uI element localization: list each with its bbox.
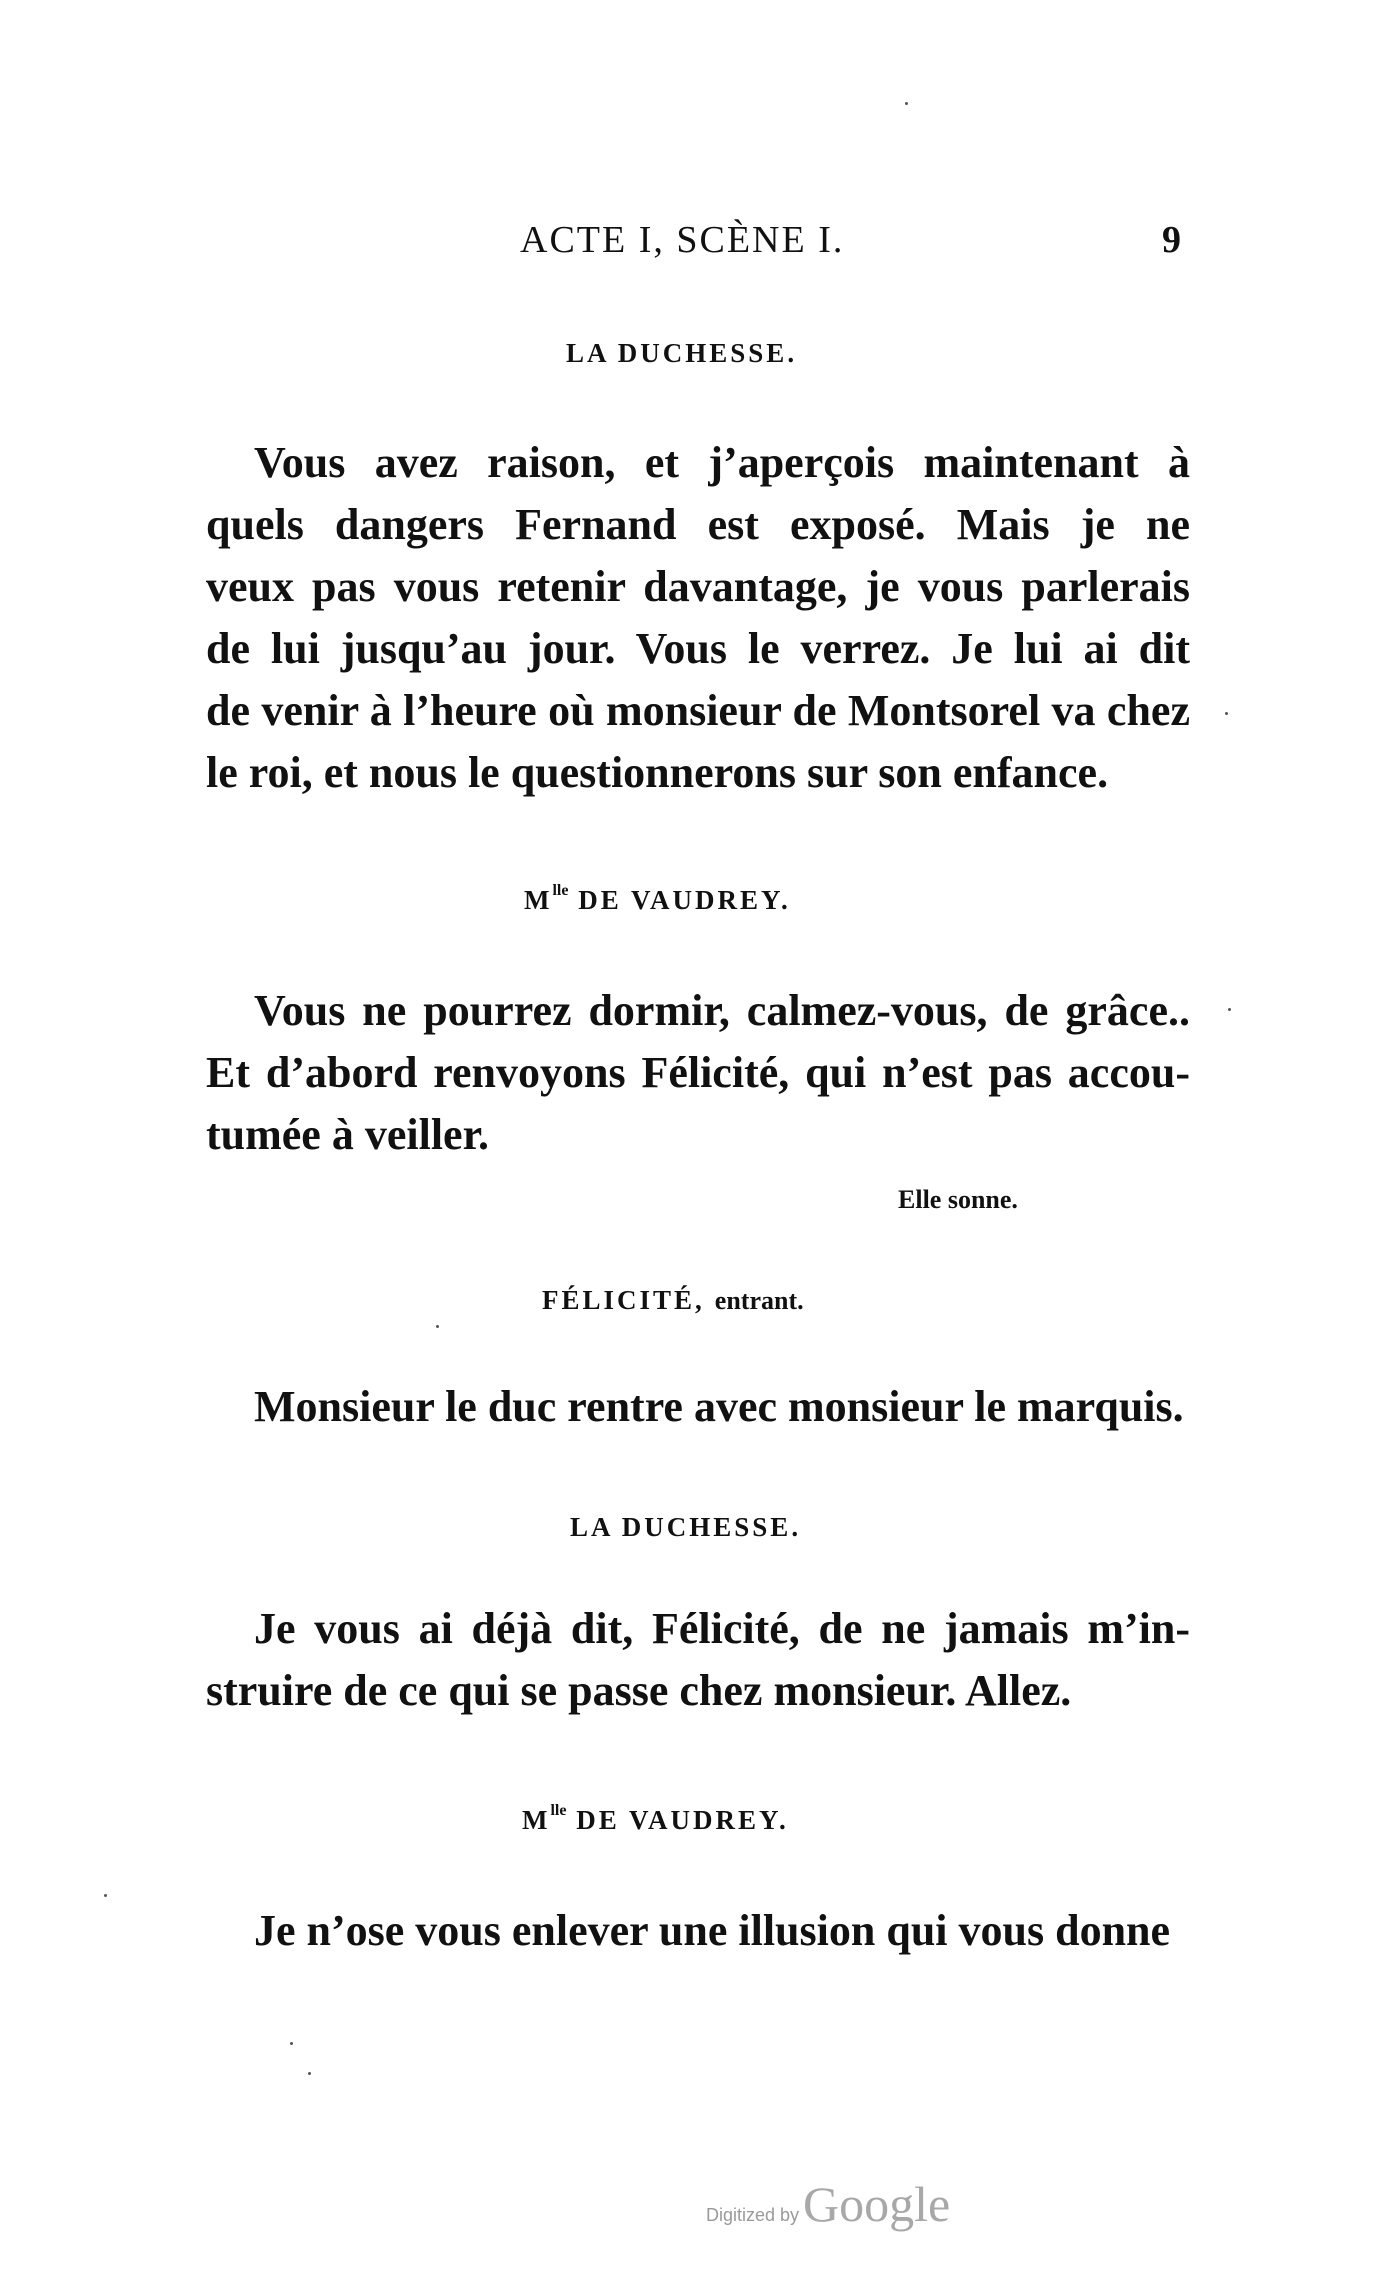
speaker-superscript: lle xyxy=(552,882,569,899)
speaker-rest: DE VAUDREY. xyxy=(566,1805,789,1835)
text-line: de venir à l’heure où monsieur de Montsorel va chez xyxy=(206,686,1190,735)
speaker-prefix: M xyxy=(524,885,553,915)
speaker-aside: entrant. xyxy=(714,1286,804,1315)
text-line: Et d’abord renvoyons Félicité, qui n’est pas accou- xyxy=(206,1048,1190,1097)
watermark-prefix: Digitized by xyxy=(706,2205,800,2225)
running-head: ACTE I, SCÈNE I. xyxy=(520,219,845,261)
stage-direction: Elle sonne. xyxy=(898,1185,1018,1214)
speaker-name xyxy=(524,882,791,916)
speaker-prefix: M xyxy=(522,1805,551,1835)
scan-speck xyxy=(1225,712,1228,715)
digitized-watermark xyxy=(706,2175,950,2233)
text-line: tumée à veiller. xyxy=(206,1110,490,1159)
dialogue-paragraph xyxy=(206,1900,1190,1962)
speaker-name xyxy=(522,1802,789,1836)
page-number: 9 xyxy=(1162,219,1181,261)
dialogue-paragraph xyxy=(206,1598,1190,1722)
text-line: Vous ne pourrez dormir, calmez-vous, de grâce.. xyxy=(254,986,1190,1035)
speaker-label: FÉLICITÉ, xyxy=(542,1285,705,1315)
scan-speck xyxy=(1228,1008,1231,1011)
text-line: Je vous ai déjà dit, Félicité, de ne jamais m’in- xyxy=(254,1604,1190,1653)
speaker-name: LA DUCHESSE. xyxy=(566,338,798,368)
text-line: le roi, et nous le questionnerons sur son enfance. xyxy=(206,748,1109,797)
text-line: Je n’ose vous enlever une illusion qui vous donne xyxy=(254,1906,1171,1955)
text-line: Monsieur le duc rentre avec monsieur le marquis. xyxy=(254,1382,1184,1431)
text-line: quels dangers Fernand est exposé. Mais je ne xyxy=(206,500,1190,549)
dialogue-paragraph xyxy=(206,432,1190,804)
text-line: Vous avez raison, et j’aperçois maintenant à xyxy=(254,438,1190,487)
text-line: de lui jusqu’au jour. Vous le verrez. Je lui ai dit xyxy=(206,624,1190,673)
dialogue-paragraph xyxy=(206,1376,1190,1438)
speaker-name xyxy=(542,1285,804,1316)
scan-speck xyxy=(905,102,908,105)
google-logo: Google xyxy=(803,2176,951,2232)
speaker-name: LA DUCHESSE. xyxy=(570,1512,802,1542)
dialogue-paragraph xyxy=(206,980,1190,1166)
text-line: veux pas vous retenir davantage, je vous parlerais xyxy=(206,562,1190,611)
scan-speck xyxy=(436,1325,439,1328)
text-line: struire de ce qui se passe chez monsieur. Allez. xyxy=(206,1666,1072,1715)
speaker-superscript: lle xyxy=(550,1802,567,1819)
scan-speck xyxy=(104,1894,107,1897)
scan-speck xyxy=(308,2072,311,2075)
speaker-rest: DE VAUDREY. xyxy=(568,885,791,915)
scan-speck xyxy=(290,2042,293,2045)
